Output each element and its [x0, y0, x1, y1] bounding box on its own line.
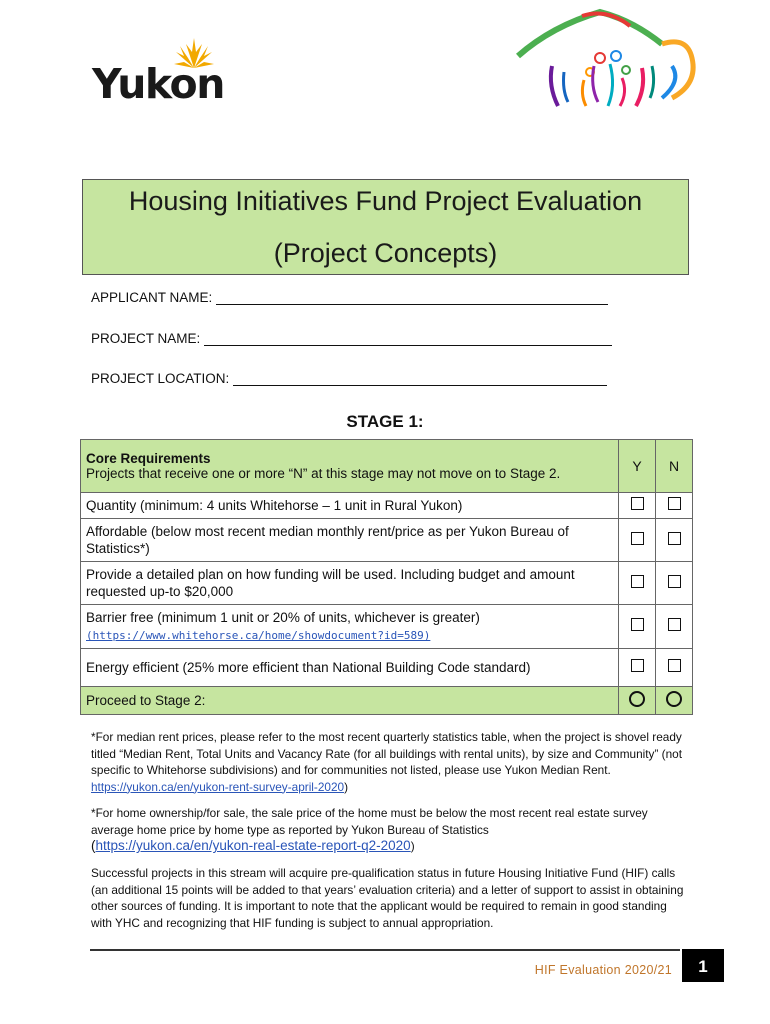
- note-link-open: (: [91, 838, 96, 853]
- barrier-free-text: Barrier free (minimum 1 unit or 20% of units, whichever is greater): [86, 610, 480, 625]
- core-requirements-note: Projects that receive one or more “N” at this stage may not move on to Stage 2.: [86, 465, 561, 481]
- column-y-header: Y: [619, 440, 656, 493]
- note-prequalification: Successful projects in this stream will acquire pre-qualification status in future Housing Initiative Fund (HIF) calls (an additional 15 points will be added to that years’ evaluation criteria) and a letter of support to assist in obtaining other sources of funding. It is important to note that the applicant would be required to remain in good standing with YHC and recognizing that HIF funding is subject to annual appropriation.: [91, 866, 684, 930]
- radio-proceed-y[interactable]: [629, 691, 645, 707]
- requirement-affordable: Affordable (below most recent median monthly rent/price as per Yukon Bureau of Statistics*): [81, 519, 619, 562]
- project-name-label: PROJECT NAME:: [91, 331, 201, 346]
- checkbox-affordable-y[interactable]: [631, 532, 644, 545]
- table-row: [81, 519, 693, 562]
- checkbox-funding-plan-n[interactable]: [668, 575, 681, 588]
- checkbox-barrier-free-n[interactable]: [668, 618, 681, 631]
- housing-logo: [512, 6, 702, 126]
- requirement-quantity: Quantity (minimum: 4 units Whitehorse – 1 unit in Rural Yukon): [81, 493, 619, 519]
- radio-proceed-n[interactable]: [666, 691, 682, 707]
- requirement-energy-efficient: Energy efficient (25% more efficient than National Building Code standard): [81, 649, 619, 687]
- note-median-rent: [91, 729, 687, 795]
- table-header-row: [81, 440, 693, 493]
- stage-title: STAGE 1:: [346, 412, 424, 431]
- project-name-blank[interactable]: [204, 333, 612, 346]
- proceed-label: Proceed to Stage 2:: [81, 687, 619, 715]
- checkbox-energy-y[interactable]: [631, 659, 644, 672]
- page-number: 1: [682, 949, 724, 982]
- barrier-free-link[interactable]: (https://www.whitehorse.ca/home/showdocument?id=589): [86, 629, 431, 642]
- rent-survey-link[interactable]: https://yukon.ca/en/yukon-rent-survey-april-2020: [91, 779, 345, 794]
- checkbox-quantity-y[interactable]: [631, 497, 644, 510]
- title-box: [82, 179, 689, 275]
- note-link-close: ): [410, 839, 415, 853]
- project-location-field[interactable]: [91, 371, 607, 386]
- checkbox-energy-n[interactable]: [668, 659, 681, 672]
- requirements-table: [80, 439, 693, 715]
- note-median-rent-end: ): [344, 779, 349, 794]
- table-row: [81, 562, 693, 605]
- checkbox-funding-plan-y[interactable]: [631, 575, 644, 588]
- checkbox-quantity-n[interactable]: [668, 497, 681, 510]
- note-home-ownership: [91, 805, 687, 855]
- footer-text: HIF Evaluation 2020/21: [534, 963, 672, 977]
- requirement-barrier-free: [81, 605, 619, 649]
- table-row: [81, 493, 693, 519]
- header-cell: [81, 440, 619, 493]
- document-title: Housing Initiatives Fund Project Evaluation: [128, 186, 643, 216]
- applicant-name-field[interactable]: [91, 290, 608, 305]
- applicant-name-label: APPLICANT NAME:: [91, 290, 213, 305]
- yukon-logo: [88, 38, 238, 108]
- applicant-name-blank[interactable]: [216, 292, 608, 305]
- real-estate-report-link[interactable]: https://yukon.ca/en/yukon-real-estate-report-q2-2020: [95, 838, 411, 853]
- proceed-row: [81, 687, 693, 715]
- project-name-field[interactable]: [91, 331, 612, 346]
- note-median-rent-text: *For median rent prices, please refer to the most recent quarterly statistics table, when the project is shovel ready titled “Median Rent, Total Units and Vacancy Rate (for all buildings with rental units), by size and Community” (not specific to Whitehorse subdivisions) and for communities not listed, please use Yukon Median Rent.: [91, 730, 682, 777]
- footer-divider: [90, 949, 680, 951]
- table-row: [81, 649, 693, 687]
- checkbox-barrier-free-y[interactable]: [631, 618, 644, 631]
- checkbox-affordable-n[interactable]: [668, 532, 681, 545]
- yukon-wordmark: Yukon: [92, 60, 224, 108]
- project-location-label: PROJECT LOCATION:: [91, 371, 230, 386]
- table-row: [81, 605, 693, 649]
- note-home-ownership-text: *For home ownership/for sale, the sale price of the home must be below the most recent real estate survey average home price by home type as reported by Yukon Bureau of Statistics: [91, 806, 648, 837]
- requirement-funding-plan: Provide a detailed plan on how funding will be used. Including budget and amount requested up-to $20,000: [81, 562, 619, 605]
- document-subtitle: (Project Concepts): [273, 238, 498, 268]
- core-requirements-heading: Core Requirements: [86, 450, 211, 466]
- project-location-blank[interactable]: [233, 373, 607, 386]
- column-n-header: N: [656, 440, 693, 493]
